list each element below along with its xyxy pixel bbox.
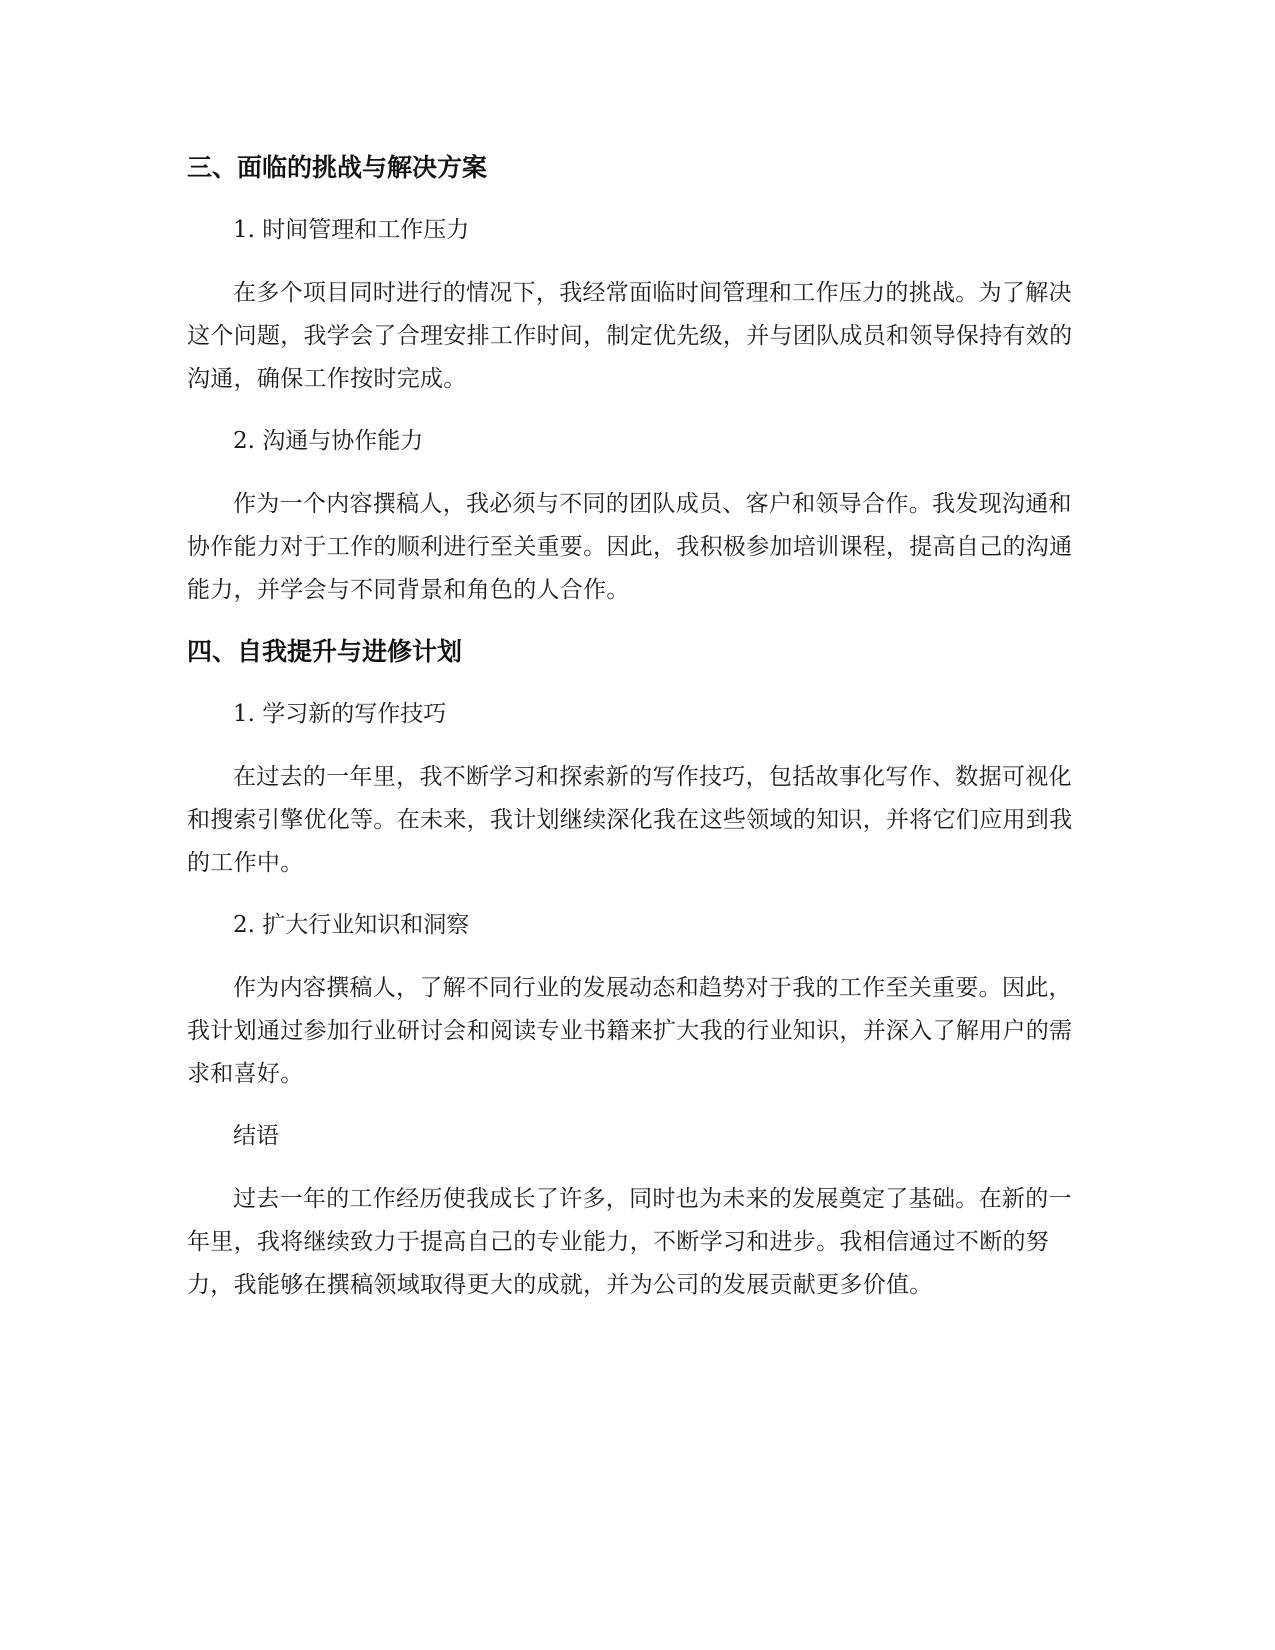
paragraph-time-management: 在多个项目同时进行的情况下，我经常面临时间管理和工作压力的挑战。为了解决这个问题，我学会了合理安排工作时间，制定优先级，并与团队成员和领导保持有效的沟通，确保工作按时完成。 (187, 280, 1073, 392)
paragraph-industry-knowledge: 作为内容撰稿人，了解不同行业的发展动态和趋势对于我的工作至关重要。因此，我计划通过参加行业研讨会和阅读专业书籍来扩大我的行业知识，并深入了解用户的需求和喜好。 (187, 975, 1073, 1087)
paragraph-writing-skills: 在过去的一年里，我不断学习和探索新的写作技巧，包括故事化写作、数据可视化和搜索引擎优化等。在未来，我计划继续深化我在这些领域的知识，并将它们应用到我的工作中。 (187, 764, 1073, 876)
section-heading-self-improvement: 四、自我提升与进修计划 (187, 637, 463, 666)
paragraph-communication: 作为一个内容撰稿人，我必须与不同的团队成员、客户和领导合作。我发现沟通和协作能力对于工作的顺利进行至关重要。因此，我积极参加培训课程，提高自己的沟通能力，并学会与不同背景和角色的人合作。 (187, 491, 1073, 603)
section-heading-challenges: 三、面临的挑战与解决方案 (187, 153, 488, 182)
subheading-communication: 2. 沟通与协作能力 (233, 428, 424, 454)
document-page (187, 148, 1085, 1327)
conclusion-label: 结语 (233, 1123, 279, 1149)
subheading-writing-skills: 1. 学习新的写作技巧 (233, 701, 447, 727)
subheading-industry-knowledge: 2. 扩大行业知识和洞察 (233, 912, 470, 938)
subheading-time-management: 1. 时间管理和工作压力 (233, 217, 470, 243)
paragraph-conclusion: 过去一年的工作经历使我成长了许多，同时也为未来的发展奠定了基础。在新的一年里，我将继续致力于提高自己的专业能力，不断学习和进步。我相信通过不断的努力，我能够在撰稿领域取得更大的成就，并为公司的发展贡献更多价值。 (187, 1186, 1072, 1298)
